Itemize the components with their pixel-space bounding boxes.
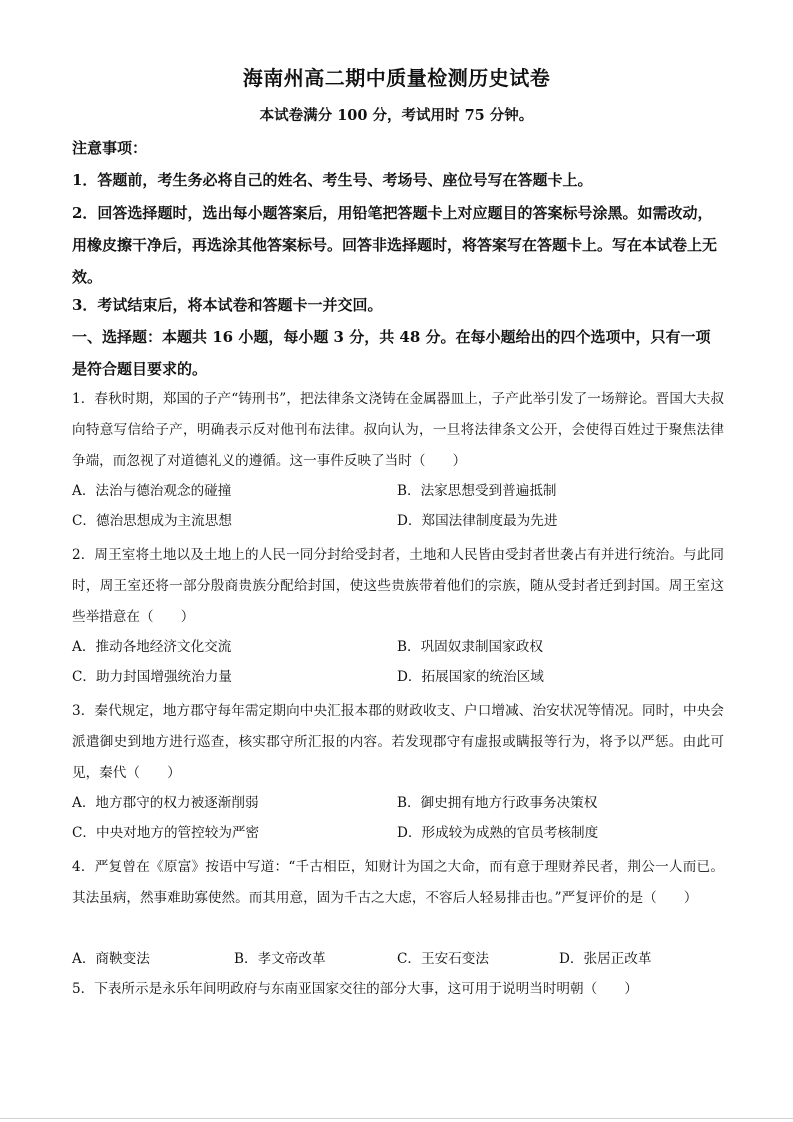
- question-3-stem: 3．秦代规定，地方郡守每年需定期向中央汇报本郡的财政收支、户口增减、治安状况等情况。同时，中央会派遣御史到地方进行巡查，核实郡守所汇报的内容。若发现郡守有虚报或瞒报等行为，将予以严惩。由此可见，秦代（ ）: [72, 703, 724, 781]
- question-5-stem: 5．下表所示是永乐年间明政府与东南亚国家交往的部分大事，这可用于说明当时明朝（ ）: [72, 981, 638, 997]
- question-1-option-b: B．法家思想受到普遍抵制: [397, 483, 557, 499]
- question-3-option-c: C．中央对地方的管控较为严密: [72, 825, 260, 841]
- question-2-stem: 2．周王室将土地以及土地上的人民一同分封给受封者，土地和人民皆由受封者世袭占有并进行统治。与此同时，周王室还将一部分殷商贵族分配给封国，使这些贵族带着他们的宗族，随从受封者迁到封国。周王室这些举措意在（ ）: [72, 547, 724, 625]
- notice-item-2: 2．回答选择题时，选出每小题答案后，用铅笔把答题卡上对应题目的答案标号涂黑。如需改动，用橡皮擦干净后，再选涂其他答案标号。回答非选择题时，将答案写在答题卡上。写在本试卷上无效。: [72, 204, 718, 286]
- question-2-option-c: C．助力封国增强统治力量: [72, 669, 232, 685]
- question-3-option-a: A．地方郡守的权力被逐渐削弱: [72, 795, 259, 811]
- question-4-option-b: B．孝文帝改革: [234, 951, 326, 967]
- question-3-option-b: B．御史拥有地方行政事务决策权: [397, 795, 598, 811]
- notice-heading: 注意事项：: [72, 139, 148, 157]
- question-2-option-b: B．巩固奴隶制国家政权: [397, 639, 543, 655]
- page-title: 海南州高二期中质量检测历史试卷: [242, 66, 551, 90]
- question-4-option-a: A．商鞅变法: [72, 951, 150, 967]
- notice-item-1: 1．答题前，考生务必将自己的姓名、考生号、考场号、座位号写在答题卡上。: [72, 171, 593, 189]
- question-1-option-c: C．德治思想成为主流思想: [72, 513, 232, 529]
- question-4-stem: 4．严复曾在《原富》按语中写道：“千古相臣，知财计为国之大命，而有意于理财养民者，荆公一人而已。其法虽病，然事难助寡使然。而其用意，固为千古之大虑，不容后人轻易排击也。”严复评价的是（ ）: [72, 859, 724, 906]
- section-heading: 一、选择题：本题共 16 小题，每小题 3 分，共 48 分。在每小题给出的四个选项中，只有一项是符合题目要求的。: [72, 328, 711, 378]
- exam-info: 本试卷满分 100 分，考试用时 75 分钟。: [259, 107, 534, 124]
- question-2-option-d: D．拓展国家的统治区域: [397, 669, 544, 685]
- page-bottom-rule: [0, 1118, 793, 1119]
- question-1-option-a: A．法治与德治观念的碰撞: [72, 483, 232, 499]
- notice-item-3: 3．考试结束后，将本试卷和答题卡一并交回。: [72, 296, 383, 314]
- question-1-stem: 1．春秋时期，郑国的子产“铸刑书”，把法律条文浇铸在金属器皿上，子产此举引发了一场辩论。晋国大夫叔向特意写信给子产，明确表示反对他刊布法律。叔向认为，一旦将法律条文公开，会使得百姓过于聚焦法律争端，而忽视了对道德礼义的遵循。这一事件反映了当时（ ）: [72, 391, 724, 469]
- question-4-option-d: D．张居正改革: [559, 951, 652, 967]
- question-1-option-d: D．郑国法律制度最为先进: [397, 513, 558, 529]
- question-2-option-a: A．推动各地经济文化交流: [72, 639, 232, 655]
- question-4-option-c: C．王安石变法: [397, 951, 489, 967]
- question-3-option-d: D．形成较为成熟的官员考核制度: [397, 825, 599, 841]
